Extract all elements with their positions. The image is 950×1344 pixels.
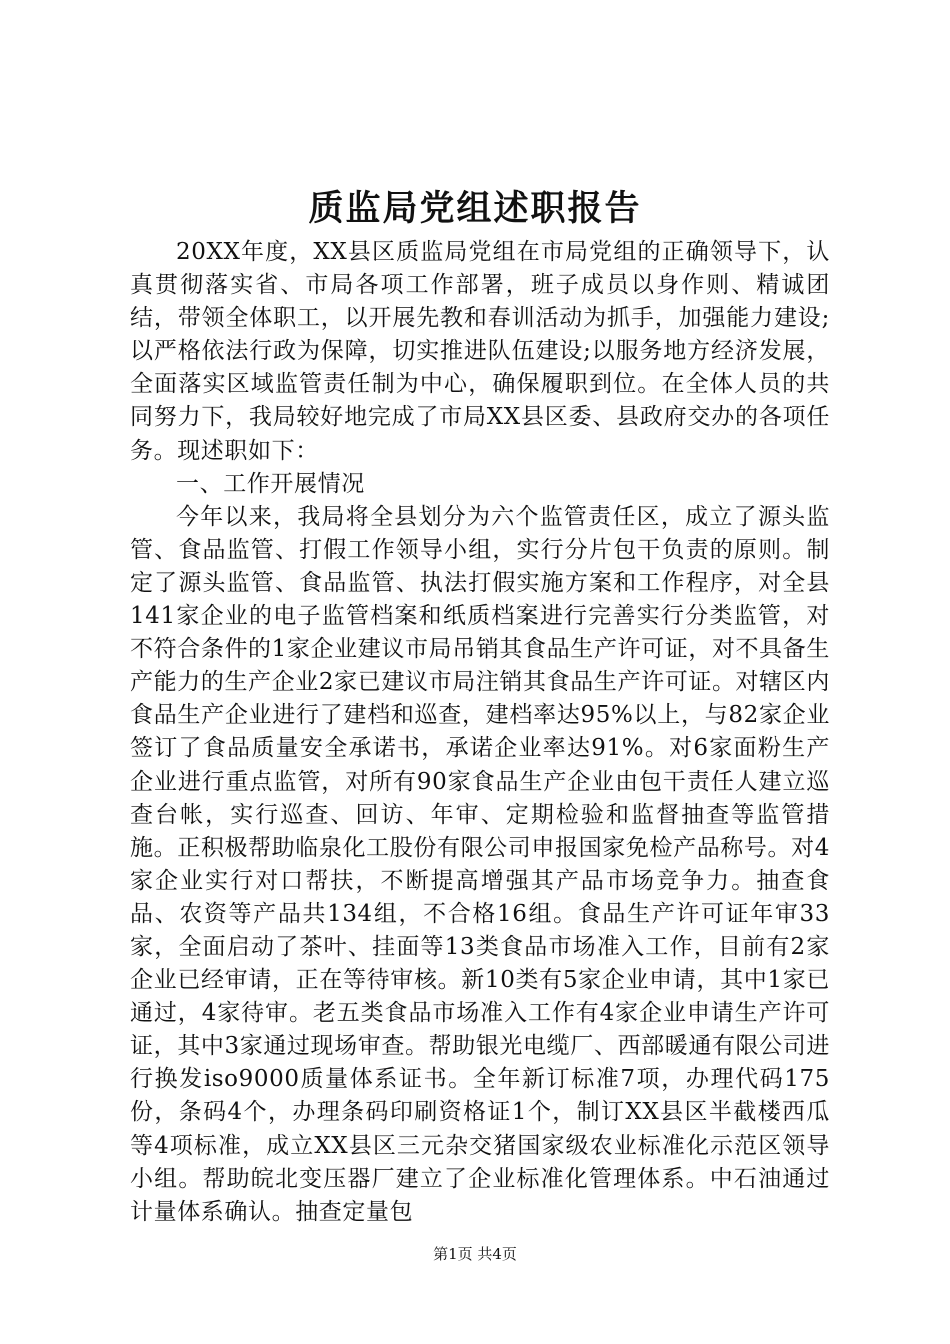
document-title: 质监局党组述职报告 [308,188,642,229]
page-footer: 第1页 共4页 [433,1245,517,1263]
intro-paragraph: 20XX年度，XX县区质监局党组在市局党组的正确领导下，认真贯彻落实省、市局各项工作部署，班子成员以身作则、精诚团结，带领全体职工，以开展先教和春训活动为抓手，加强能力建设;以严格依法行政为保障，切实推进队伍建设;以服务地方经济发展，全面落实区域监管责任制为中心，确保履职到位。在全体人员的共同努力下，我局较好地完成了市局XX县区委、县政府交办的各项任务。现述职如下： [130,239,830,464]
section-heading: 一、工作开展情况 [176,470,365,497]
document-body [130,236,830,1229]
work-progress-paragraph: 今年以来，我局将全县划分为六个监管责任区，成立了源头监管、食品监管、打假工作领导小组，实行分片包干负责的原则。制定了源头监管、食品监管、执法打假实施方案和工作程序，对全县141家企业的电子监管档案和纸质档案进行完善实行分类监管，对不符合条件的1家企业建议市局吊销其食品生产许可证，对不具备生产能力的生产企业2家已建议市局注销其食品生产许可证。对辖区内食品生产企业进行了建档和巡查，建档率达95%以上，与82家企业签订了食品质量安全承诺书，承诺企业率达91%。对6家面粉生产企业进行重点监管，对所有90家食品生产企业由包干责任人建立巡查台帐，实行巡查、回访、年审、定期检验和监督抽查等监管措施。正积极帮助临泉化工股份有限公司申报国家免检产品称号。对4家企业实行对口帮扶，不断提高增强其产品市场竞争力。抽查食品、农资等产品共134组，不合格16组。食品生产许可证年审33家，全面启动了茶叶、挂面等13类食品市场准入工作，目前有2家企业已经审请，正在等待审核。新10类有5家企业申请，其中1家已通过，4家待审。老五类食品市场准入工作有4家企业申请生产许可证，其中3家通过现场审查。帮助银光电缆厂、西部暖通有限公司进行换发iso9000质量体系证书。全年新订标准7项，办理代码175份，条码4个，办理条码印刷资格证1个，制订XX县区半截楼西瓜等4项标准，成立XX县区三元杂交猪国家级农业标准化示范区领导小组。帮助皖北变压器厂建立了企业标准化管理体系。中石油通过计量体系确认。抽查定量包 [130,503,830,1225]
